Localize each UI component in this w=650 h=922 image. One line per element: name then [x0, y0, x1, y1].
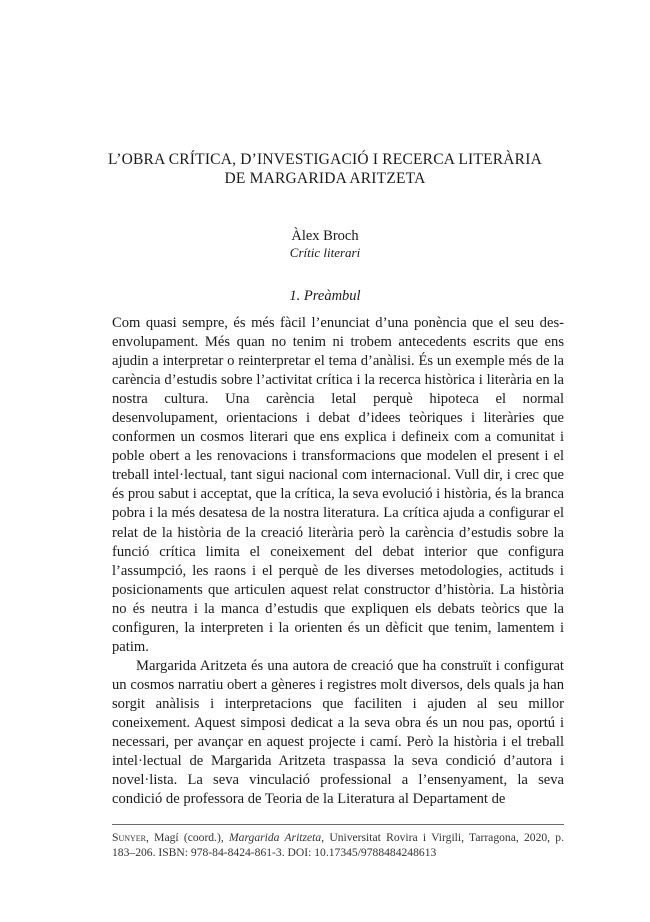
- chapter-title-line-1: L’OBRA CRÍTICA, D’INVESTIGACIÓ I RECERCA LITERÀRIA: [108, 151, 542, 168]
- body-paragraph-2: Margarida Aritzeta és una autora de creació que ha construït i configurat un cosmos narratiu obert a gèneres i registres molt diversos, dels quals ja han sorgit anàlisis i interpretacions que faciliten i ajuden al seu millor coneixement. Aquest simposi dedicat a la seva obra és un nou pas, oportú i necessari, per avançar en aquest projecte i camí. Però la història i el treball intel·lectual de Margarida Aritzeta traspassa la seva condició d’autora i novel·lista. La seva vinculació professional a l’ensenyament, la seva condició de professora de Teoria de la Literatura al Departament de: [112, 657, 564, 808]
- footnote-publisher-info: , Universitat Rovira i Virgili, Tarragona, 2020, p. 183–206. ISBN: 978-84-8424-861-3. DOI: 10.17345/9788484248613: [112, 831, 565, 859]
- section-heading: 1. Preàmbul: [289, 288, 361, 304]
- author-name: Àlex Broch: [291, 228, 359, 244]
- chapter-title-line-2: DE MARGARIDA ARITZETA: [224, 170, 426, 187]
- chapter-title: [0, 150, 650, 188]
- footnote-divider: [112, 824, 564, 825]
- footnote-editor-rest: , Magí (coord.),: [146, 831, 229, 844]
- citation-footnote: [112, 830, 564, 860]
- body-text: [112, 314, 564, 809]
- author-role: Crític literari: [289, 245, 361, 260]
- footnote-editor-surname: Sunyer: [112, 831, 147, 844]
- author-block: [0, 228, 650, 261]
- body-paragraph-1: Com quasi sempre, és més fàcil l’enunciat d’una ponència que el seu desenvolupament. Més quan no tenim ni trobem antecedents escrits que ens ajudin a interpretar o reinterpretar el tema d’anàlisi. És un exemple més de la carència d’estudis sobre l’activitat crítica i la recerca històrica i literària en la nostra cultura. Una carència letal perquè hipoteca el normal desenvolupament, orientacions i debat d’idees teòriques i literàries que conformen un cosmos literari que ens explica i defineix com a comunitat i poble obert a les renovacions i transformacions que modelen el present i el treball intel·lectual, tant sigui nacional com internacional. Vull dir, i crec que és prou sabut i acceptat, que la crítica, la seva evolució i història, és la branca pobra i la més desatesa de la nostra literatura. La crítica ajuda a configurar el relat de la història de la creació literària però la carència d’estudis sobre la funció crítica limita el coneixement del debat interior que configura l’assumpció, les raons i el perquè de les diverses metodologies, actituds i posicionaments que articulen aquest relat constructor d’història. La història no és neutra i la manca d’estudis que expliquen els debats teòrics que la configuren, la interpreten i la orienten és un dèficit que tenim, lamentem i patim.: [112, 315, 564, 655]
- footnote-book-title: Margarida Aritzeta: [229, 831, 322, 844]
